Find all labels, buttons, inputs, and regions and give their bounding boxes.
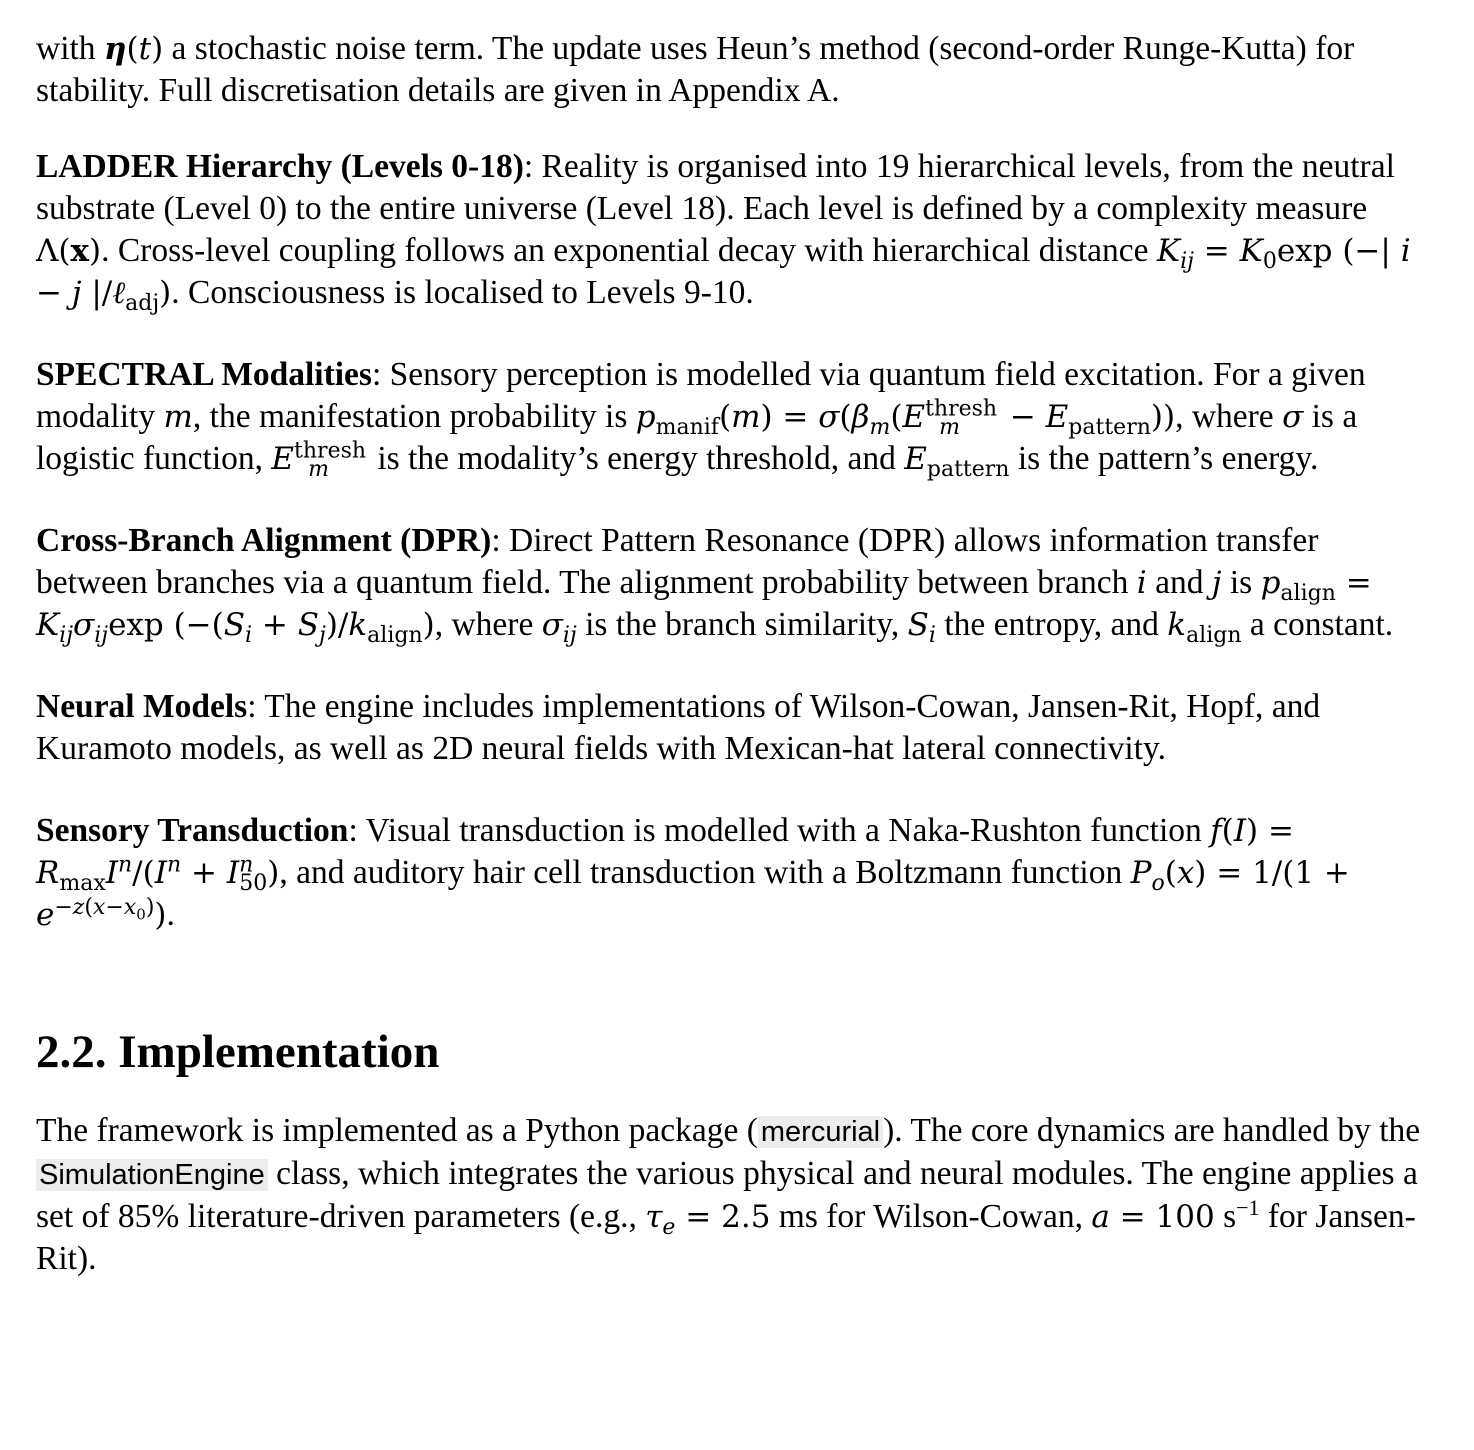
class-name: SimulationEngine bbox=[36, 1159, 268, 1191]
threshold-symbol: $E^{thresh}_m$ bbox=[271, 438, 367, 483]
sigma-symbol: σ bbox=[1282, 399, 1304, 435]
branch-i-symbol: i bbox=[1136, 565, 1147, 601]
align-constant-symbol: $k_{align}$ bbox=[1167, 607, 1242, 649]
neural-title: Neural Models bbox=[36, 688, 248, 725]
package-name: mercurial bbox=[758, 1116, 883, 1148]
similarity-symbol: $\sigma_{ij}$ bbox=[541, 607, 577, 649]
dpr-paragraph: Cross-Branch Alignment (DPR): Direct Pattern Resonance (DPR) allows information transfer between branches via a quantum field. The alignment probability between branch i and j is $p_{align} = K_{ij}\sigma_{ij}\exp$ $(-(S_i + S_j)/k_{align})$, where $\sigma_{ij}$ is the branch similarity, $S_i$ the entropy, and $k_{align}$ a constant. bbox=[36, 522, 1394, 649]
entropy-symbol: $S_i$ bbox=[907, 607, 936, 649]
spectral-title: SPECTRAL Modalities bbox=[36, 356, 372, 393]
modality-symbol: m bbox=[163, 399, 193, 435]
alpha-param: a = 100 bbox=[1091, 1199, 1215, 1235]
manifestation-formula: $p_{manif}(m) = \sigma(\beta_m(E^{thresh}_m - E_{pattern}))$ bbox=[635, 396, 1176, 441]
tau-param: $\tau_e = 2.5$ bbox=[645, 1199, 771, 1241]
alignment-formula: $p_{align} = K_{ij}\sigma_{ij}\exp$ $(-(S_i + S_j)/k_{align})$ bbox=[36, 565, 1372, 649]
ladder-paragraph: LADDER Hierarchy (Levels 0-18): Reality is organised into 19 hierarchical levels, from the neutral substrate (Level 0) to the entire universe (Level 18). Each level is defined by a complexity measure Λ(x). Cross-level coupling follows an exponential decay with hierarchical distance $K_{ij} = K_0\exp$ (−| i − j |/ℓ$_{adj}$). Consciousness is localised to Levels 9-10. bbox=[36, 148, 1411, 317]
section-heading: 2.2. Implementation bbox=[36, 1026, 440, 1078]
spectral-paragraph: SPECTRAL Modalities: Sensory perception is modelled via quantum field excitation. For a given modality m, the manifestation probability is $p_{manif}(m) = \sigma(\beta_m(E^{thresh}_m - E_{pattern}))$, where σ is a logistic function, $E^{thresh}_m$ is the modality’s energy threshold, and $E_{pattern}$ is the pattern’s energy. bbox=[36, 356, 1366, 483]
complexity-measure: Λ(x) bbox=[36, 233, 102, 269]
implementation-paragraph: The framework is implemented as a Python package ( mercurial). The core dynamics are handled by the SimulationEngine class, which integrates the various physical and neural modules. The engine applies a set of 85% literature-driven parameters (e.g., $\tau_e = 2.5$ ms for Wilson-Cowan, a = 100 $s^{-1}$ for Jansen-Rit). bbox=[36, 1112, 1421, 1277]
naka-rushton-formula: $f(I) = R_{max}I^n/(I^n + I^n_{50})$ bbox=[36, 813, 1294, 897]
dpr-title: Cross-Branch Alignment (DPR) bbox=[36, 522, 492, 559]
pattern-energy-symbol: $E_{pattern}$ bbox=[904, 441, 1010, 483]
branch-j-symbol: j bbox=[1211, 565, 1222, 601]
neural-paragraph: Neural Models: The engine includes implementations of Wilson-Cowan, Jansen-Rit, Hopf, and Kuramoto models, as well as 2D neural fields with Mexican-hat lateral connectivity. bbox=[36, 688, 1321, 767]
sensory-title: Sensory Transduction bbox=[36, 812, 349, 849]
boltzmann-formula: $P_o(x) = 1/(1 + e^{-z(x-x_0)})$ bbox=[36, 855, 1350, 933]
ladder-title: LADDER Hierarchy (Levels 0-18) bbox=[36, 148, 524, 185]
sensory-paragraph: Sensory Transduction: Visual transduction is modelled with a Naka-Rushton function $f(I) = R_{max}I^n/(I^n + I^n_{50})$, and auditory hair cell transduction with a Boltzmann function $P_o(x) = 1/(1 + e^{-z(x-x_0)})$. bbox=[36, 812, 1350, 933]
coupling-formula: $K_{ij} = K_0\exp$ (−| i − j |/ℓ$_{adj}$) bbox=[36, 233, 1411, 317]
eta-symbol: η(t) bbox=[103, 31, 164, 67]
intro-paragraph: with η(t) a stochastic noise term. The update uses Heun’s method (second-order Runge-Kutta) for stability. Full discretisation details are given in Appendix A. bbox=[36, 30, 1355, 109]
